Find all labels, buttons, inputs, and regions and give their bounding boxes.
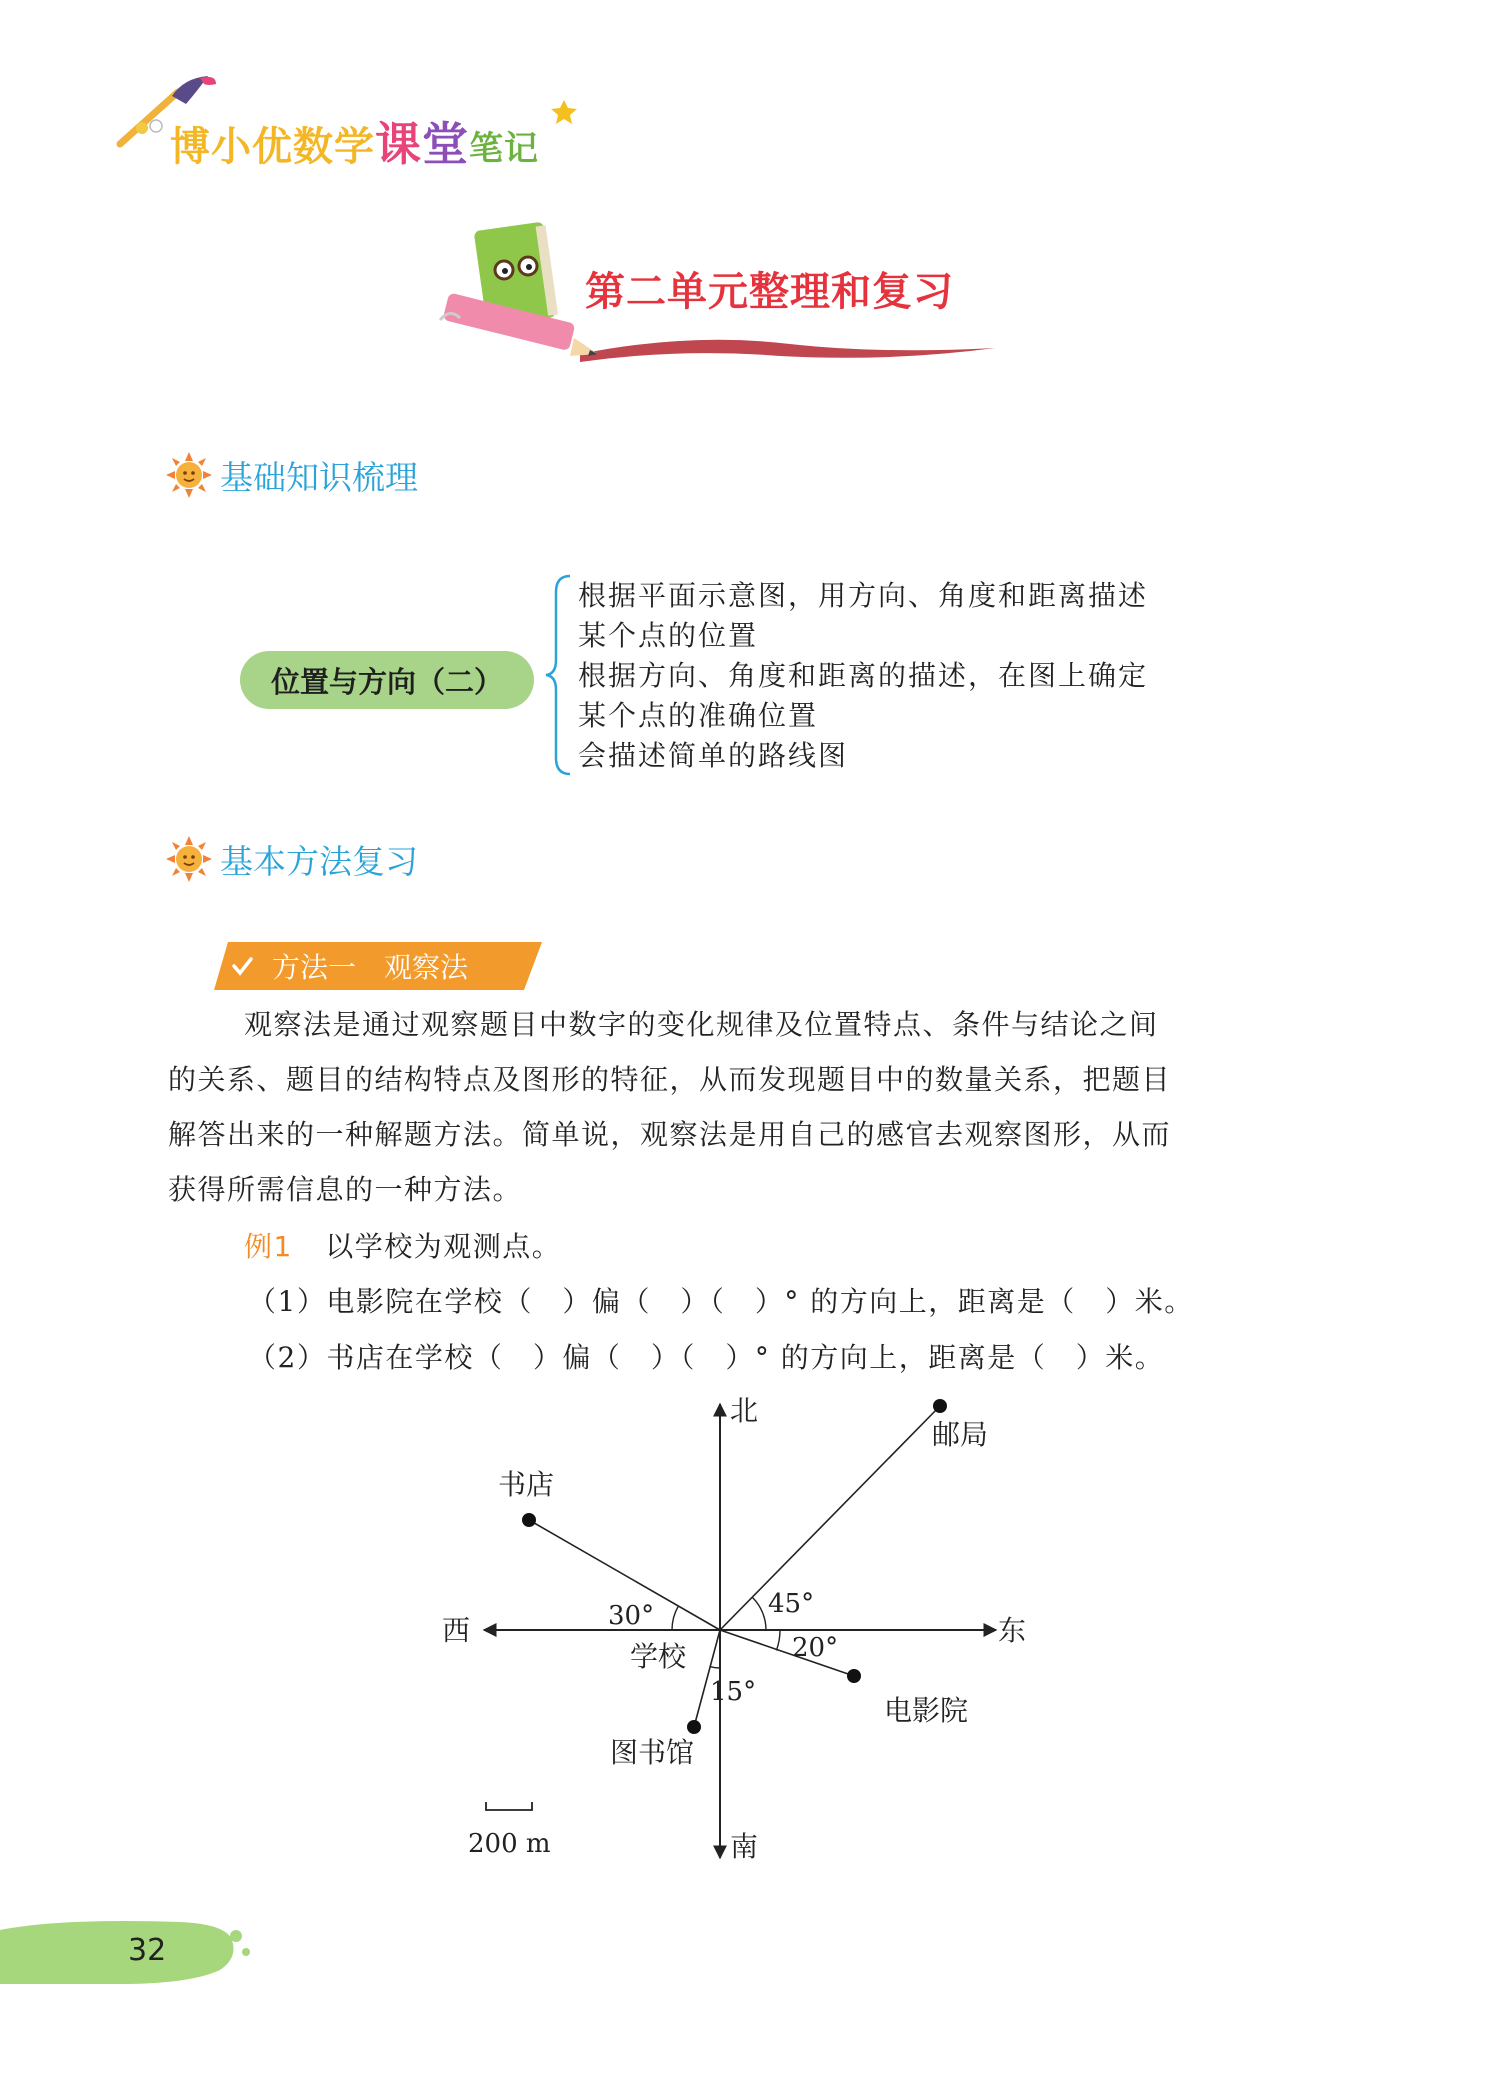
brand-part-2: 课 bbox=[375, 117, 422, 171]
angle-arc-cinema bbox=[776, 1630, 780, 1651]
center-label: 学校 bbox=[630, 1640, 687, 1673]
angle-label-bookstore: 30° bbox=[608, 1601, 655, 1631]
north-label: 北 bbox=[730, 1394, 759, 1427]
section-title-methods: 基本方法复习 bbox=[220, 842, 418, 881]
example-header bbox=[244, 1225, 561, 1265]
angle-arc-post-office bbox=[753, 1598, 767, 1631]
angle-label-library: 15° bbox=[710, 1677, 757, 1707]
knowledge-line: 会描述简单的路线图 bbox=[578, 739, 849, 772]
knowledge-line: 某个点的准确位置 bbox=[578, 699, 819, 732]
library-label: 图书馆 bbox=[610, 1736, 695, 1769]
method-paragraph-line: 获得所需信息的一种方法。 bbox=[168, 1173, 523, 1206]
knowledge-line: 根据平面示意图，用方向、角度和距离描述 bbox=[578, 579, 1149, 612]
method-paragraph-line: 解答出来的一种解题方法。简单说，观察法是用自己的感官去观察图形，从而 bbox=[168, 1118, 1172, 1151]
method-paragraph-line: 的关系、题目的结构特点及图形的特征，从而发现题目中的数量关系，把题目 bbox=[168, 1063, 1172, 1096]
method-ribbon-label: 方法一 观察法 bbox=[272, 951, 469, 984]
example-label: 例1 bbox=[244, 1230, 293, 1263]
brand-part-4: 笔记 bbox=[469, 129, 539, 169]
bookstore-point bbox=[522, 1513, 536, 1527]
angle-label-cinema: 20° bbox=[792, 1633, 839, 1663]
direction-diagram bbox=[400, 1390, 1080, 1870]
question-1: （1）电影院在学校（ ）偏（ ）（ ）° 的方向上，距离是（ ）米。 bbox=[248, 1285, 1194, 1318]
ray-post-office bbox=[720, 1406, 940, 1630]
angle-label-post-office: 45° bbox=[768, 1589, 815, 1619]
scale-bar bbox=[486, 1802, 532, 1810]
cinema-point bbox=[847, 1669, 861, 1683]
knowledge-line: 根据方向、角度和距离的描述，在图上确定 bbox=[578, 659, 1149, 692]
knowledge-line: 某个点的位置 bbox=[578, 619, 759, 652]
post-office-point bbox=[933, 1399, 947, 1413]
post-office-label: 邮局 bbox=[932, 1418, 989, 1451]
cinema-label: 电影院 bbox=[884, 1694, 969, 1727]
topic-pill: 位置与方向（二） bbox=[240, 651, 534, 709]
brand-part-1: 博小优数学 bbox=[170, 124, 375, 170]
section-title-basics: 基础知识梳理 bbox=[220, 458, 418, 497]
east-label: 东 bbox=[998, 1614, 1027, 1647]
scale-label: 200 m bbox=[468, 1829, 551, 1859]
bookstore-label: 书店 bbox=[498, 1468, 555, 1501]
south-label: 南 bbox=[730, 1830, 759, 1863]
library-point bbox=[687, 1720, 701, 1734]
example-intro: 以学校为观测点。 bbox=[325, 1230, 562, 1263]
unit-title: 第二单元整理和复习 bbox=[585, 269, 954, 315]
question-2: （2）书店在学校（ ）偏（ ）（ ）° 的方向上，距离是（ ）米。 bbox=[248, 1341, 1165, 1374]
brand-title bbox=[170, 108, 539, 174]
method-paragraph-line: 观察法是通过观察题目中数字的变化规律及位置特点、条件与结论之间 bbox=[244, 1008, 1159, 1041]
angle-arc-bookstore bbox=[672, 1606, 678, 1630]
page-number: 32 bbox=[128, 1933, 167, 1968]
brand-part-3: 堂 bbox=[422, 117, 469, 171]
sun-icon bbox=[166, 452, 212, 498]
sun-icon bbox=[166, 836, 212, 882]
angle-arc-library bbox=[710, 1667, 720, 1668]
west-label: 西 bbox=[442, 1614, 471, 1647]
curly-brace-icon bbox=[544, 574, 574, 776]
